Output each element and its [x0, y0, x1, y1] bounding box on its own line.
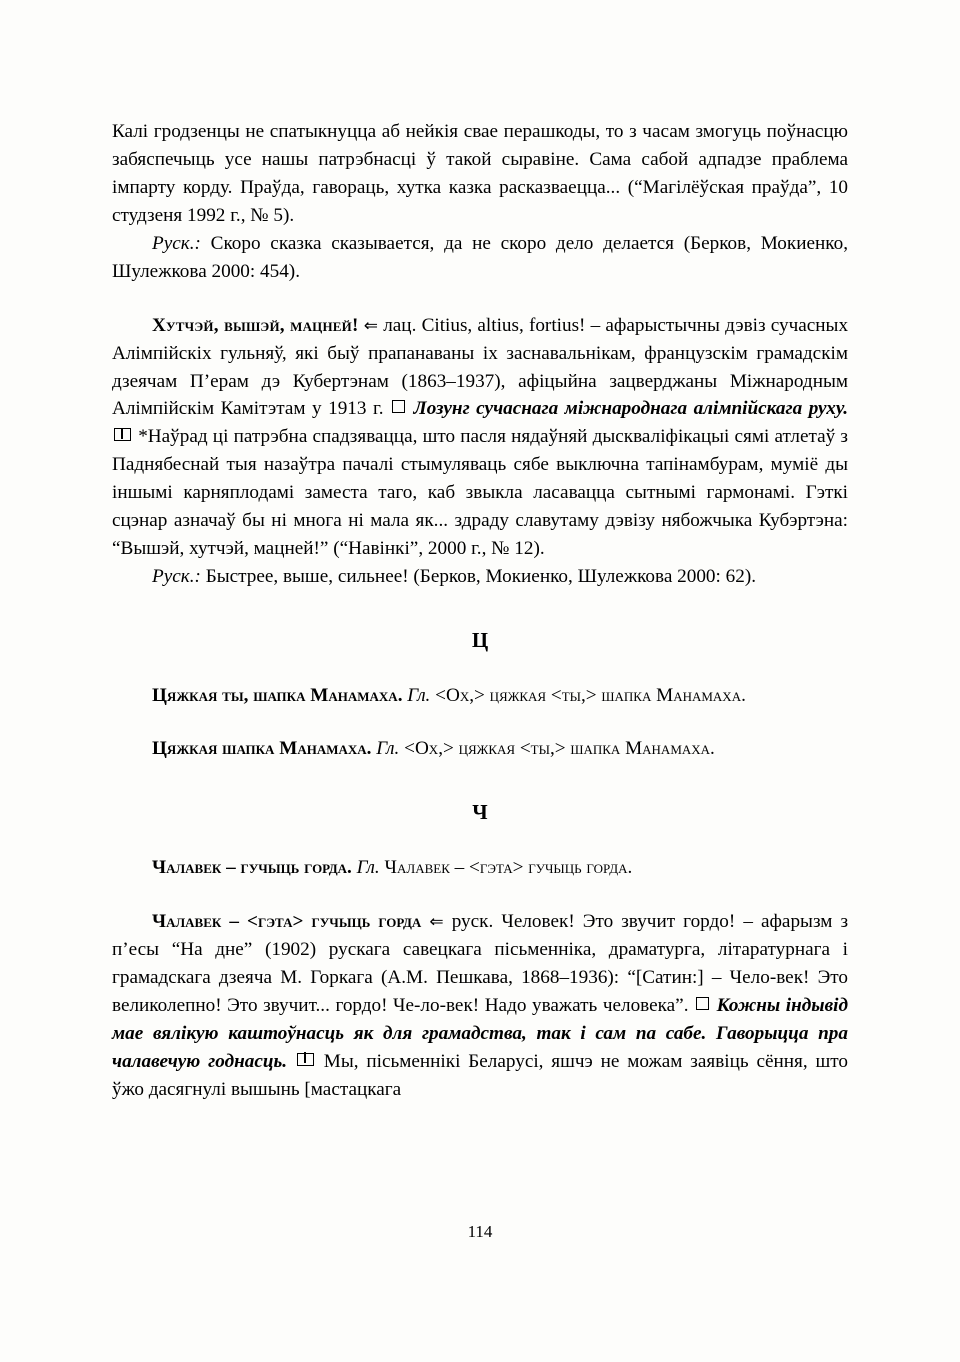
- entry-quote: Мы, пісьменнікі Беларусі, яшчэ не можам заявіць сёння, што ўжо дасягнулі вышынь [мастацкага: [112, 1050, 848, 1100]
- paragraph-russian-equivalent-2: [112, 563, 848, 591]
- text-line: Скоро сказка сказывается, да не скоро дело делается: [210, 232, 674, 254]
- see-also-label: Гл.: [407, 684, 431, 706]
- source-language-label: лац.: [383, 314, 417, 336]
- entry-headword: Чалавек – гучыць горда.: [152, 856, 352, 878]
- entry-headword: Чалавек – <гэта> гучыць горда: [152, 910, 422, 932]
- source-language-label: руск.: [451, 910, 494, 932]
- source-text: Человек! Это звучит гордо!: [501, 910, 736, 932]
- paragraph-russian-equivalent-1: [112, 230, 848, 286]
- entry-gloss: Кожны індывід мае вялікую каштоўнасць як для грамадства, так і сам па сабе. Гаворыцца пра чалавечую годнасць.: [112, 994, 849, 1072]
- entry-tsyazhkaya-shapka: [112, 735, 848, 763]
- cross-reference: <Ох,> цяжкая <ты,> шапка Манамаха.: [435, 684, 746, 706]
- see-also-label: Гл.: [356, 856, 380, 878]
- text-line: Калі гродзенцы не спатыкнуцца аб нейкія свае перашкоды, то з часам: [112, 121, 690, 142]
- latin-source: Citius, altius, fortius!: [421, 314, 586, 336]
- section-letter-ch: Ч: [472, 800, 488, 825]
- text-line: 2000: 62).: [677, 566, 757, 588]
- text-line: расказваецца... (“Магілёўская праўда”, 10 студзеня 1992 г., № 5).: [112, 176, 849, 226]
- text-line: Сама сабой адпадзе праблема імпарту корду. Праўда, гавораць, хутка казка: [112, 148, 849, 198]
- section-letter-ts: Ц: [471, 628, 489, 652]
- entry-gloss: Лозунг сучаснага міжнароднага алімпійскага руху.: [413, 398, 848, 420]
- arrow-icon: ⇐: [429, 911, 444, 932]
- arrow-icon: ⇐: [363, 315, 379, 336]
- entry-tsyazhkaya-ty-shapka: [112, 682, 848, 710]
- cross-reference: Чалавек – <гэта> гучыць горда.: [384, 856, 633, 878]
- entry-chalavek-heta-huchyts-horda: [112, 908, 848, 1104]
- book-marker-icon: [297, 1053, 314, 1066]
- entry-headword: Цяжкая шапка Манамаха.: [152, 738, 372, 760]
- text-line: (Берков, Мокиенко, Шулежкова 2000: 454).: [112, 232, 849, 282]
- entry-hutchey: [112, 312, 848, 563]
- entry-headword: Хутчэй, вышэй, мацней!: [152, 314, 359, 336]
- text-line: Быстрее, выше, сильнее! (Берков, Мокиенко, Шулежкова: [205, 566, 673, 588]
- paragraph-intro: [112, 118, 848, 230]
- language-label: Руск.:: [152, 566, 201, 588]
- entry-body: – афарызм з п’есы “На дне” (1902) рускага савецкага пісьменніка, драматурга, літаратурнага і грамадскага дзеяча М. Горкага (А.М. Пешкава, 1868–1936): “[Сатин:] – Чело-век! Это великолепно! Это звучит... гордо! Че-ло-век! Надо уважать человека”.: [112, 910, 849, 1016]
- square-marker-icon: [696, 997, 709, 1010]
- cross-reference: <Ох,> цяжкая <ты,> шапка Манамаха.: [404, 738, 715, 760]
- text-line: змогуць поўнасцю забяспечыць усе нашы патрэбнасці ў такой сыравіне.: [112, 121, 848, 170]
- page-number: 114: [467, 1222, 493, 1241]
- language-label: Руск.:: [152, 232, 201, 254]
- entry-headword: Цяжкая ты, шапка Манамаха.: [152, 684, 403, 706]
- square-marker-icon: [392, 400, 405, 413]
- entry-body: – афарыстычны дэвіз сучасных Алімпійскіх гульняў, які быў прапанаваны іх заснавальнікам, французскім грамадскім дзеячам П’ерам дэ Кубертэнам (1863–1937), афіцыйна зацверджаны Міжнародным Алімпійскім Камітэтам у 1913 г.: [112, 314, 849, 420]
- page-content: [112, 118, 848, 1103]
- see-also-label: Гл.: [376, 738, 400, 760]
- book-marker-icon: [114, 428, 131, 441]
- entry-chalavek-huchyts-horda-ref: [112, 854, 848, 882]
- entry-quote: *Наўрад ці патрэбна спадзявацца, што пасля нядаўняй дыскваліфікацыі сямі атлетаў з Паднябеснай тыя назаўтра пачалі стымуляваць сябе выключна тапінамбурам, муміё ды іншымі карняплодамі заместа таго, каб звыкла ласавацца сытнымі гармонамі. Гэткі сцэнар азначаў бы ні многа ні мала як... здраду славутаму дэвізу нябожчыка Кубэртэна: “Вышэй, хутчэй, мацней!” (“Навінкі”, 2000 г., № 12).: [112, 426, 848, 560]
